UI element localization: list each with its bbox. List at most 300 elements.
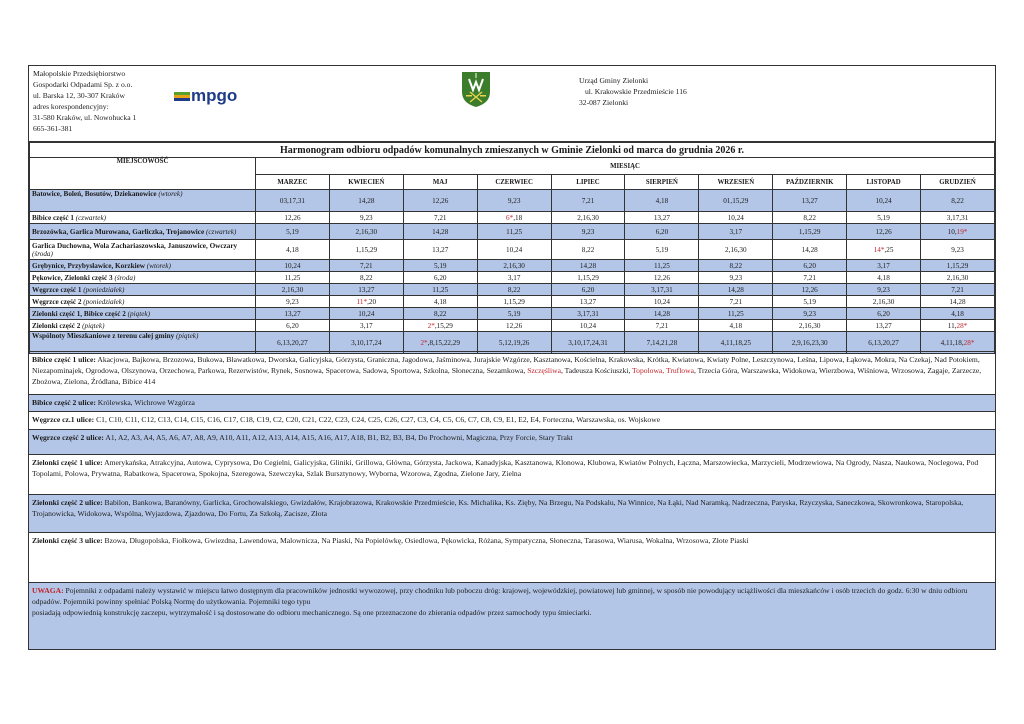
- street-names: Amerykańska, Atrakcyjna, Autowa, Cyprysowa, Do Cegielni, Galicyjska, Gliniki, Grillowa, Główna, Górzysta, Jackowa, Kanadyjska, Kasztanowa, Klonowa, Klubowa, Kwiatów Polnych, Łączna, Marszowiecka, Marzycieli, Modrzewiowa, Na Ogrody, Nasza, Naukowa, Noclegowa, Pod Topolami, Polowa, Prywatna, Rabatkowa, Spacerowa, Spokojna, Szeregowa, Szewczyka, Szlak Bursztynowy, Wyborna, Wzorowa, Zgodna, Zielone Jary, Zielna: [32, 458, 979, 478]
- date-text: 1,15,29: [798, 227, 821, 236]
- date-text: 7,21: [729, 297, 743, 306]
- date-text: 9,23: [507, 196, 521, 205]
- collection-dates-cell: [403, 284, 477, 296]
- locality-name: Garlica Duchowna, Wola Zachariaszowska, Januszowice, Owczary: [32, 241, 238, 250]
- collection-dates-cell: [699, 224, 773, 240]
- street-names: C1, C10, C11, C12, C13, C14, C15, C16, C17, C18, C19, C2, C20, C21, C22, C23, C24, C25, C26, C27, C3, C4, C5, C6, C7, C8, C9, E1, E2, E4, Forteczna, Warszawska, os. Wojskowe: [94, 415, 661, 424]
- month-header-cell: WRZESIEŃ: [699, 175, 773, 190]
- collection-dates-cell: [921, 308, 995, 320]
- month-header-cell: LIPIEC: [551, 175, 625, 190]
- notice-line: Pojemniki z odpadami należy wystawić w miejscu łatwo dostępnym dla pracowników jednostki wywozowej, przy chodniku lub poboczu dróg: krajowej, wojewódzkiej, powiatowej lub gminnej, w sposób nie powodujący uciążliwości dla mieszkańców i osób trzecich do godz. 6:30 w dniu odbioru odpadów. Pojemniki powinny spełniać Polską Normę do użytkowania. Pojemniki tego typu: [32, 586, 968, 606]
- changed-date-marker: 2*: [420, 338, 428, 347]
- street-list-label: Węgrzce cz.1 ulice:: [32, 415, 95, 424]
- collection-dates-cell: [921, 272, 995, 284]
- changed-date-marker: 11*: [356, 297, 368, 306]
- collection-dates-cell: [403, 260, 477, 272]
- date-text: 10,24: [358, 309, 375, 318]
- collection-weekday: (czwartek): [75, 213, 107, 222]
- date-text: 9,23: [286, 297, 299, 306]
- collection-weekday: (środa): [32, 249, 53, 258]
- collection-dates-cell: [403, 190, 477, 212]
- collection-weekday: (piątek): [176, 332, 199, 340]
- date-text: 4,18: [286, 245, 299, 254]
- collection-dates-cell: [551, 260, 625, 272]
- locality-name: Zielonki część 1, Bibice część 2: [32, 309, 126, 318]
- date-text: 11,25: [284, 273, 301, 282]
- date-text: 4,18: [433, 297, 447, 306]
- collection-dates-cell: [329, 308, 403, 320]
- month-header-cell: CZERWIEC: [477, 175, 551, 190]
- collection-dates-cell: [625, 260, 699, 272]
- street-list-block: [29, 532, 995, 582]
- collection-dates-cell: [329, 320, 403, 332]
- locality-cell: [30, 240, 256, 260]
- date-text: 13,27: [653, 213, 670, 222]
- collection-dates-cell: [921, 212, 995, 224]
- collection-dates-cell: [847, 224, 921, 240]
- collection-dates-cell: [773, 190, 847, 212]
- date-text: 3,17: [507, 273, 521, 282]
- collection-dates-cell: [921, 284, 995, 296]
- date-text: 4,18: [877, 273, 890, 282]
- collection-dates-cell: [256, 296, 330, 308]
- collection-dates-cell: [551, 308, 625, 320]
- month-header-cell: MARZEC: [256, 175, 330, 190]
- collection-dates-cell: [256, 212, 330, 224]
- collection-dates-cell: [256, 308, 330, 320]
- collection-dates-cell: [551, 320, 625, 332]
- collection-weekday: (piątek): [127, 309, 150, 318]
- date-text: 5,19: [877, 213, 890, 222]
- date-text: 03,17,31: [279, 196, 306, 205]
- date-text: 11,25: [432, 285, 449, 294]
- collection-dates-cell: [625, 212, 699, 224]
- collection-dates-cell: [403, 308, 477, 320]
- date-text: 4,11,18,25: [720, 338, 751, 347]
- locality-name: Batowice, Boleń, Bosutów, Dziekanowice: [32, 190, 157, 198]
- collection-dates-cell: [625, 190, 699, 212]
- collection-dates-cell: [329, 224, 403, 240]
- date-text: 4,18: [951, 309, 964, 318]
- locality-cell: [30, 260, 256, 272]
- date-text: 8,22: [360, 273, 373, 282]
- office-address: [579, 75, 687, 108]
- collection-dates-cell: [699, 272, 773, 284]
- locality-header: MIEJSCOWOŚĆ: [30, 158, 256, 190]
- schedule-row: [30, 190, 995, 212]
- schedule-row: [30, 260, 995, 272]
- office-line: 32-087 Zielonki: [579, 98, 629, 107]
- date-text: 1,15,29: [503, 297, 525, 306]
- date-text: 3,17: [729, 227, 743, 236]
- notice-box: [29, 582, 995, 649]
- collection-dates-cell: [551, 296, 625, 308]
- notice-line: posiadają odpowiednią konstrukcję zaczepu, wytrzymałość i są dostosowane do odbioru mechanicznego. Są one przeznaczone do zbierania odpadów przez samochody typu śmieciarki.: [32, 608, 592, 617]
- date-text: 2,16,30: [798, 321, 821, 330]
- collection-dates-cell: [773, 260, 847, 272]
- collection-weekday: (wtorek): [158, 190, 183, 198]
- collection-dates-cell: [699, 190, 773, 212]
- locality-cell: [30, 284, 256, 296]
- date-text: 9,23: [729, 273, 743, 282]
- collection-dates-cell: [551, 240, 625, 260]
- date-text: 10,24: [727, 213, 744, 222]
- date-text: 2,16,30: [872, 297, 895, 306]
- date-text: 12,26: [801, 285, 818, 294]
- month-header-cell: MAJ: [403, 175, 477, 190]
- date-text: 13,27: [284, 309, 301, 318]
- schedule-table: [29, 142, 995, 354]
- date-text: 14,28: [432, 227, 449, 236]
- collection-dates-cell: [921, 320, 995, 332]
- collection-dates-cell: [773, 296, 847, 308]
- date-text: 9,23: [803, 309, 816, 318]
- changed-street-names: Szczęśliwa: [527, 366, 561, 375]
- collection-weekday: (poniedziałek): [83, 285, 125, 294]
- date-text: 14,28: [801, 245, 818, 254]
- date-text: 14,28: [727, 285, 744, 294]
- date-text: 2,16,30: [946, 273, 969, 282]
- company-line: 31-580 Kraków, ul. Nowohucka 1: [33, 113, 137, 122]
- date-text: 8,22: [803, 213, 816, 222]
- collection-dates-cell: [329, 296, 403, 308]
- street-names: Akacjowa, Bajkowa, Brzozowa, Bukowa, Bławatkowa, Dworska, Galicyjska, Górzysta, Graniczna, Jagodowa, Jaśminowa, Jurajskie Wzgórze, Kasztanowa, Kościelna, Krakowska, Krótka, Kwiatowa, Kwiaty Polne, Leszczynowa, Leśna, Lipowa, Łąkowa, Mokra, Na Czekaj, Nad Potokiem, Niezapominajek, Ogrodowa, Olszynowa, Orzechowa, Parkowa, Rezerwistów, Rynek, Sosnowa, Spacerowa, Sadowa, Sportowa, Szkolna, Słoneczna, Sezamkowa,: [32, 355, 980, 375]
- date-text: 6,20: [286, 321, 299, 330]
- collection-dates-cell: [551, 190, 625, 212]
- month-header-cell: LISTOPAD: [847, 175, 921, 190]
- locality-cell: [30, 190, 256, 212]
- date-text: ,25: [884, 245, 894, 254]
- date-text: 6,13,20,27: [868, 338, 899, 347]
- collection-dates-cell: [699, 296, 773, 308]
- collection-dates-cell: [329, 212, 403, 224]
- date-text: 1,15,29: [355, 245, 378, 254]
- street-list-block: [29, 394, 995, 411]
- notice-label: UWAGA:: [32, 586, 64, 595]
- locality-cell: [30, 212, 256, 224]
- date-text: 9,23: [951, 245, 964, 254]
- collection-dates-cell: [847, 308, 921, 320]
- date-text: 2,16,30: [725, 245, 747, 254]
- street-list-block: [29, 494, 995, 532]
- street-list-label: Bibice część 1 ulice:: [32, 355, 96, 364]
- collection-dates-cell: [477, 260, 551, 272]
- date-text: 3,17: [360, 321, 373, 330]
- date-text: 7,21: [655, 321, 669, 330]
- collection-dates-cell: [847, 212, 921, 224]
- date-text: 7,21: [433, 213, 447, 222]
- collection-dates-cell: [847, 240, 921, 260]
- date-text: 7,21: [360, 261, 373, 270]
- date-text: 1,15,29: [577, 273, 599, 282]
- date-text: 5,12,19,26: [498, 338, 530, 347]
- date-text: 3,17,31: [946, 213, 969, 222]
- collection-dates-cell: [699, 212, 773, 224]
- locality-cell: [30, 320, 256, 332]
- date-text: 11,25: [506, 227, 523, 236]
- date-text: 13,27: [579, 297, 597, 306]
- locality-cell: [30, 272, 256, 284]
- collection-dates-cell: [403, 296, 477, 308]
- collection-dates-cell: [625, 284, 699, 296]
- date-text: 12,26: [653, 273, 670, 282]
- date-text: 3,17: [877, 261, 890, 270]
- date-text: 6,20: [581, 285, 595, 294]
- collection-dates-cell: [847, 320, 921, 332]
- date-text: 14,28: [949, 297, 966, 306]
- date-text: 13,27: [801, 196, 818, 205]
- collection-dates-cell: [921, 190, 995, 212]
- schedule-title: Harmonogram odbioru odpadów komunalnych zmieszanych w Gminie Zielonki od marca do grudnia 2026 r.: [30, 143, 995, 158]
- collection-weekday: (wtorek): [146, 261, 171, 270]
- date-text: 9,23: [877, 285, 890, 294]
- collection-dates-cell: [403, 272, 477, 284]
- collection-dates-cell: [256, 240, 330, 260]
- date-text: 7,21: [581, 196, 595, 205]
- date-text: 6,20: [877, 309, 890, 318]
- month-header-cell: PAŹDZIERNIK: [773, 175, 847, 190]
- date-text: 10,24: [875, 196, 892, 205]
- collection-dates-cell: [773, 212, 847, 224]
- locality-cell: [30, 224, 256, 240]
- collection-dates-cell: [477, 272, 551, 284]
- collection-dates-cell: [699, 284, 773, 296]
- schedule-row: [30, 296, 995, 308]
- collection-dates-cell: [256, 320, 330, 332]
- date-text: 10,24: [579, 321, 597, 330]
- street-list-block: [29, 454, 995, 494]
- date-text: 4,18: [729, 321, 743, 330]
- date-text: 6,13,20,27: [277, 338, 308, 347]
- date-text: 4,18: [655, 196, 669, 205]
- date-text: 8,22: [433, 309, 447, 318]
- collection-dates-cell: [329, 240, 403, 260]
- collection-dates-cell: [551, 224, 625, 240]
- schedule-row: [30, 284, 995, 296]
- collection-dates-cell: [477, 320, 551, 332]
- collection-dates-cell: [329, 190, 403, 212]
- locality-name: Zielonki część 2: [32, 321, 81, 330]
- date-text: 10,24: [506, 245, 523, 254]
- collection-dates-cell: [699, 260, 773, 272]
- changed-street-names: Topolowa, Truflowa: [632, 366, 694, 375]
- document-header: [29, 66, 995, 142]
- schedule-row: [30, 320, 995, 332]
- street-list-block: [29, 429, 995, 454]
- collection-dates-cell: [699, 308, 773, 320]
- date-text: 5,19: [803, 297, 816, 306]
- collection-dates-cell: [921, 240, 995, 260]
- month-header: MIESIĄC: [256, 158, 995, 175]
- date-text: 5,19: [507, 309, 521, 318]
- collection-dates-cell: [847, 260, 921, 272]
- date-text: 9,23: [360, 213, 373, 222]
- month-header-cell: KWIECIEŃ: [329, 175, 403, 190]
- collection-dates-cell: [847, 272, 921, 284]
- street-names: , Trzecia Góra, Warszawska, Widokowa, Wierzbowa, Wiśniowa, Wrzosowa, Zagaje, Zarzecze, Zbożowa, Zielona, Źródlana, Bibice 414: [32, 366, 982, 386]
- month-header-cell: GRUDZIEŃ: [921, 175, 995, 190]
- mpgo-logo-text: mpgo: [191, 86, 238, 105]
- company-phone: 665-361-381: [33, 124, 73, 133]
- company-line: ul. Barska 12, 30-307 Kraków: [33, 91, 125, 100]
- company-address: [33, 68, 136, 134]
- collection-dates-cell: [477, 212, 551, 224]
- date-text: 2,16,30: [355, 227, 378, 236]
- date-text: 8,22: [581, 245, 595, 254]
- company-line: Małopolskie Przedsiębiorstwo: [33, 69, 126, 78]
- date-text: 11,25: [727, 309, 744, 318]
- collection-dates-cell: [773, 224, 847, 240]
- date-text: 2,9,16,23,30: [791, 338, 828, 347]
- collection-dates-cell: [551, 284, 625, 296]
- date-text: 13,27: [875, 321, 892, 330]
- schedule-body: [30, 190, 995, 354]
- changed-date-marker: 28*: [956, 321, 968, 330]
- date-text: 13,27: [432, 245, 449, 254]
- month-header-cell: SIERPIEŃ: [625, 175, 699, 190]
- locality-name: Pękowice, Zielonki część 3: [32, 273, 113, 282]
- collection-dates-cell: [625, 272, 699, 284]
- collection-dates-cell: [625, 296, 699, 308]
- collection-dates-cell: [699, 240, 773, 260]
- collection-dates-cell: [921, 260, 995, 272]
- date-text: 10,24: [653, 297, 670, 306]
- date-text: 3,10,17,24: [351, 338, 382, 347]
- date-text: 3,17,31: [577, 309, 599, 318]
- street-list-label: Bibice część 2 ulice:: [32, 398, 96, 407]
- collection-dates-cell: [477, 296, 551, 308]
- changed-date-marker: 2*: [427, 321, 435, 330]
- company-line: adres korespondencyjny:: [33, 102, 109, 111]
- street-list-label: Zielonki część 3 ulice:: [32, 536, 103, 545]
- schedule-row: [30, 308, 995, 320]
- collection-dates-cell: [256, 260, 330, 272]
- schedule-row: [30, 224, 995, 240]
- collection-dates-cell: [477, 240, 551, 260]
- changed-date-marker: 19*: [956, 227, 968, 236]
- collection-dates-cell: [551, 272, 625, 284]
- schedule-row: [30, 240, 995, 260]
- date-text: 7,14,21,28: [646, 338, 678, 347]
- schedule-row: [30, 212, 995, 224]
- street-list-block: [29, 351, 995, 394]
- date-text: 12,26: [875, 227, 892, 236]
- date-text: 10,24: [284, 261, 301, 270]
- date-text: 2,16,30: [503, 261, 525, 270]
- date-text: 4,11,18,: [940, 338, 964, 347]
- date-text: ,15,29: [434, 321, 453, 330]
- collection-dates-cell: [773, 272, 847, 284]
- collection-dates-cell: [403, 320, 477, 332]
- collection-dates-cell: [847, 284, 921, 296]
- date-text: 5,19: [433, 261, 447, 270]
- collection-weekday: (czwartek): [205, 227, 237, 236]
- date-text: 3,17,31: [651, 285, 673, 294]
- locality-name: Węgrzce część 2: [32, 297, 82, 306]
- date-text: 6,20: [655, 227, 669, 236]
- company-line: Gospodarki Odpadami Sp. z o.o.: [33, 80, 133, 89]
- changed-date-marker: 14*: [873, 245, 885, 254]
- date-text: 7,21: [803, 273, 816, 282]
- date-text: 10,: [947, 227, 957, 236]
- date-text: 12,26: [284, 213, 301, 222]
- collection-dates-cell: [403, 212, 477, 224]
- locality-name: Wspólnoty Mieszkaniowe z terenu całej gminy: [32, 332, 175, 340]
- collection-dates-cell: [625, 240, 699, 260]
- locality-name: Brzozówka, Garlica Murowana, Garliczka, Trojanowice: [32, 227, 205, 236]
- locality-name: Węgrzce część 1: [32, 285, 82, 294]
- street-names: A1, A2, A3, A4, A5, A6, A7, A8, A9, A10, A11, A12, A13, A14, A15, A16, A17, A18, B1, B2, B3, B4, Do Prochowni, Magiczna, Przy Forcie, Stary Trakt: [103, 433, 573, 442]
- locality-name: Grębynice, Przybysławice, Korzkiew: [32, 261, 145, 270]
- collection-dates-cell: [329, 260, 403, 272]
- date-text: 6,20: [803, 261, 816, 270]
- collection-dates-cell: [477, 308, 551, 320]
- street-list-label: Węgrzce część 2 ulice:: [32, 433, 104, 442]
- schedule-row: [30, 272, 995, 284]
- street-names: Bzowa, Długopolska, Fiołkowa, Gwiezdna, Lawendowa, Malownicza, Na Piaski, Na Popielówkę, Osiedlowa, Pękowicka, Różana, Sympatyczna, Słoneczna, Tarasowa, Wiarusa, Wokalna, Wrzosowa, Złote Piaski: [102, 536, 749, 545]
- collection-dates-cell: [477, 284, 551, 296]
- locality-name: Bibice część 1: [32, 213, 74, 222]
- office-line: ul. Krakowskie Przedmieście 116: [585, 87, 687, 96]
- street-names: Królewska, Wichrowe Wzgórza: [95, 398, 195, 407]
- changed-date-marker: 28*: [963, 338, 975, 347]
- collection-dates-cell: [477, 224, 551, 240]
- street-list-label: Zielonki część 1 ulice:: [32, 458, 103, 467]
- collection-dates-cell: [477, 190, 551, 212]
- collection-weekday: (piątek): [82, 321, 105, 330]
- collection-dates-cell: [256, 224, 330, 240]
- collection-dates-cell: [329, 284, 403, 296]
- collection-dates-cell: [329, 272, 403, 284]
- collection-dates-cell: [256, 284, 330, 296]
- schedule-document: [28, 65, 996, 650]
- date-text: 9,23: [581, 227, 595, 236]
- street-names: Babilon, Bankowa, Baranówny, Garlicka, Grochowalskiego, Gwizdałów, Krajobrazowa, Krakowskie Przedmieście, Ks. Michalika, Ks. Zięby, Na Brzegu, Na Podskalu, Na Winnice, Na Łąki, Nad Naramką, Nadrzeczna, Paryska, Rzyczyska, Saneczkowa, Skowronkowa, Staropolska, Trojanowicka, Widokowa, Wspólna, Wyjazdowa, Zjazdowa, Do Fortu, Za Szkołą, Zacisze, Złota: [32, 498, 964, 518]
- date-text: 6,20: [433, 273, 447, 282]
- date-text: 11,: [947, 321, 957, 330]
- date-text: 8,22: [507, 285, 521, 294]
- date-text: 12,26: [432, 196, 449, 205]
- date-text: 5,19: [286, 227, 299, 236]
- street-list-label: Zielonki część 2 ulice:: [32, 498, 103, 507]
- locality-cell: [30, 308, 256, 320]
- collection-weekday: (poniedziałek): [83, 297, 125, 306]
- date-text: 7,21: [951, 285, 964, 294]
- collection-dates-cell: [847, 296, 921, 308]
- zielonki-crest-icon: [461, 70, 491, 108]
- date-text: 2,16,30: [577, 213, 599, 222]
- collection-dates-cell: [699, 320, 773, 332]
- collection-dates-cell: [773, 308, 847, 320]
- collection-weekday: (środa): [114, 273, 136, 282]
- collection-dates-cell: [403, 240, 477, 260]
- locality-cell: [30, 296, 256, 308]
- date-text: 3,10,17,24,31: [568, 338, 608, 347]
- date-text: ,20: [367, 297, 377, 306]
- date-text: 11,25: [653, 261, 670, 270]
- date-text: ,18: [513, 213, 523, 222]
- date-text: 8,22: [729, 261, 743, 270]
- street-names: , Tadeusza Kościuszki,: [560, 366, 633, 375]
- date-text: ,8,15,22,29: [427, 338, 460, 347]
- collection-dates-cell: [625, 308, 699, 320]
- date-text: 14,28: [358, 196, 375, 205]
- collection-dates-cell: [773, 240, 847, 260]
- date-text: 14,28: [579, 261, 597, 270]
- collection-dates-cell: [921, 296, 995, 308]
- collection-dates-cell: [625, 224, 699, 240]
- collection-dates-cell: [921, 224, 995, 240]
